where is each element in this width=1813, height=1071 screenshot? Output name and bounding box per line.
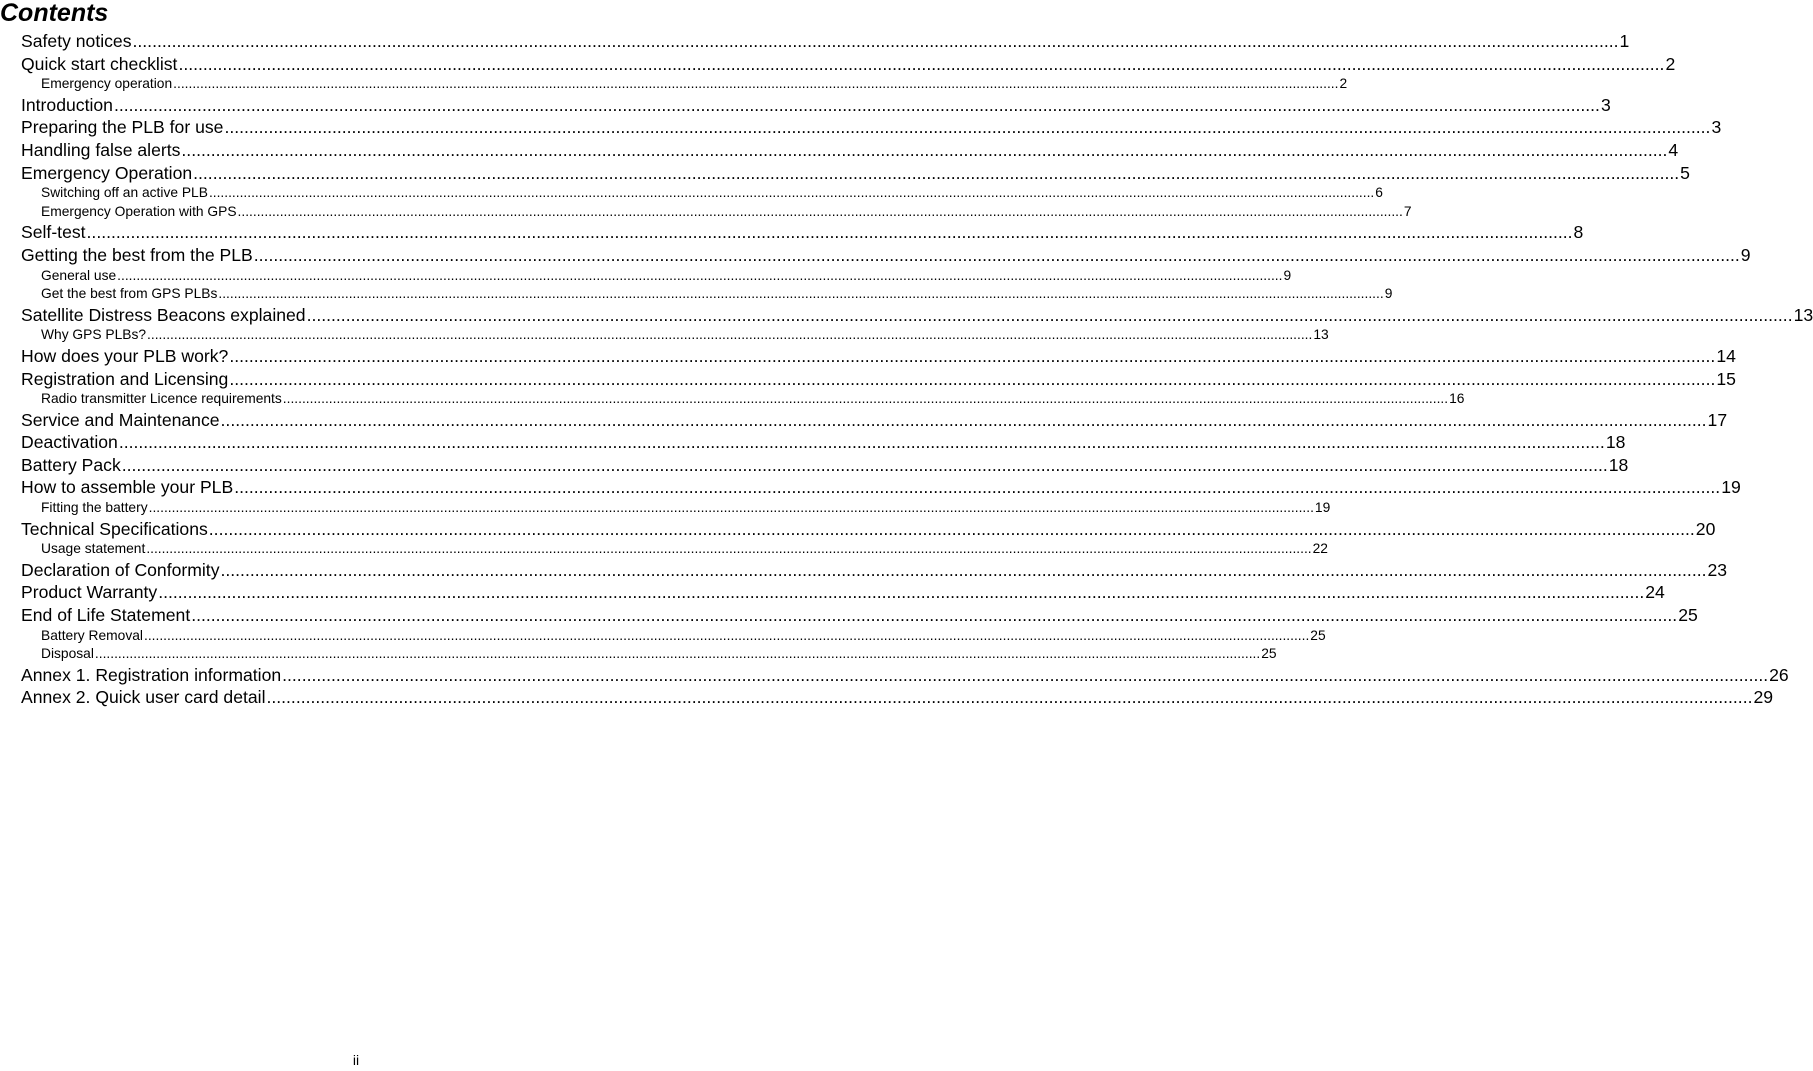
toc-page-number: 8 <box>1573 222 1584 243</box>
toc-entry[interactable] <box>21 244 1751 267</box>
toc-page-number: 15 <box>1716 368 1736 389</box>
dot-leader <box>283 390 1448 409</box>
toc-entry[interactable] <box>21 53 1676 76</box>
dot-leader <box>218 285 1383 304</box>
toc-entry[interactable] <box>21 581 1665 604</box>
dot-leader <box>181 139 1667 162</box>
dot-leader <box>147 326 1312 345</box>
toc-entry[interactable] <box>21 476 1741 499</box>
toc-entry-title: Handling false alerts <box>21 139 181 160</box>
toc-entry[interactable] <box>21 345 1736 368</box>
toc-entry-title: Quick start checklist <box>21 53 178 74</box>
toc-entry-title: Get the best from GPS PLBs <box>41 286 218 302</box>
toc-entry-title: Emergency Operation <box>21 162 193 183</box>
toc-entry[interactable] <box>21 559 1728 582</box>
toc-page-number: 22 <box>1312 541 1328 557</box>
toc-entry[interactable] <box>21 664 1789 687</box>
toc-entry-title: Introduction <box>21 94 113 115</box>
toc-entry-title: Service and Maintenance <box>21 409 220 430</box>
toc-entry-title: Preparing the PLB for use <box>21 117 224 138</box>
toc-subentry[interactable] <box>21 267 1292 286</box>
toc-page-number: 25 <box>1310 627 1326 643</box>
dot-leader <box>229 368 1715 391</box>
toc-page-number: 24 <box>1645 582 1665 603</box>
dot-leader <box>191 604 1677 627</box>
dot-leader <box>178 53 1664 76</box>
toc-entry[interactable] <box>21 686 1774 709</box>
toc-subentry[interactable] <box>21 645 1277 664</box>
toc-entry-title: Why GPS PLBs? <box>41 327 147 343</box>
toc-entry-title: Registration and Licensing <box>21 368 229 389</box>
toc-entry[interactable] <box>21 162 1690 185</box>
dot-leader <box>224 116 1710 139</box>
table-of-contents <box>21 30 1813 709</box>
dot-leader <box>209 518 1695 541</box>
toc-subentry[interactable] <box>21 540 1328 559</box>
toc-entry[interactable] <box>21 431 1626 454</box>
toc-page-number: 19 <box>1314 500 1331 516</box>
toc-entry-title: How to assemble your PLB <box>21 477 234 498</box>
toc-entry-title: Technical Specifications <box>21 518 208 539</box>
toc-entry[interactable] <box>21 139 1679 162</box>
toc-page-number: 2 <box>1665 53 1676 74</box>
toc-entry-title: Usage statement <box>41 541 146 557</box>
toc-entry-title: Product Warranty <box>21 582 158 603</box>
toc-page-number: 25 <box>1678 605 1698 626</box>
dot-leader <box>87 221 1573 244</box>
toc-page-number: 13 <box>1793 304 1813 325</box>
dot-leader <box>238 203 1403 222</box>
toc-page-number: 9 <box>1384 286 1393 302</box>
dot-leader <box>146 540 1311 559</box>
dot-leader <box>234 476 1720 499</box>
toc-page-number: 3 <box>1711 117 1722 138</box>
toc-subentry[interactable] <box>21 627 1326 646</box>
dot-leader <box>144 627 1309 646</box>
toc-entry-title: How does your PLB work? <box>21 345 229 366</box>
toc-page-number: 18 <box>1605 432 1626 453</box>
toc-entry[interactable] <box>21 604 1698 627</box>
toc-entry[interactable] <box>21 304 1813 327</box>
toc-page-number: 19 <box>1721 477 1741 498</box>
toc-page-number: 1 <box>1619 31 1630 51</box>
toc-entry[interactable] <box>21 221 1584 244</box>
dot-leader <box>221 559 1707 582</box>
toc-page-number: 29 <box>1753 687 1774 708</box>
toc-page-number: 25 <box>1261 646 1277 662</box>
dot-leader <box>133 30 1619 53</box>
dot-leader <box>95 645 1260 664</box>
dot-leader <box>119 431 1605 454</box>
toc-entry-title: Disposal <box>41 646 94 662</box>
toc-page-number: 20 <box>1695 518 1716 539</box>
toc-page-number: 18 <box>1608 454 1629 475</box>
toc-entry-title: Getting the best from the PLB <box>21 244 253 265</box>
dot-leader <box>229 345 1715 368</box>
toc-subentry[interactable] <box>21 285 1393 304</box>
toc-entry-title: Emergency Operation with GPS <box>41 203 237 219</box>
toc-page-number: 16 <box>1449 391 1465 407</box>
toc-page-number: 14 <box>1716 345 1736 366</box>
toc-subentry[interactable] <box>21 203 1412 222</box>
toc-page-number: 23 <box>1707 559 1728 580</box>
dot-leader <box>117 267 1282 286</box>
toc-page-number: 26 <box>1769 664 1789 685</box>
dot-leader <box>193 162 1679 185</box>
toc-entry[interactable] <box>21 368 1736 391</box>
toc-entry-title: End of Life Statement <box>21 605 191 626</box>
toc-entry-title: Battery Pack <box>21 454 121 475</box>
dot-leader <box>254 244 1740 267</box>
toc-entry-title: Annex 1. Registration information <box>21 664 282 685</box>
toc-entry[interactable] <box>21 518 1716 541</box>
toc-page-number: 5 <box>1680 162 1690 183</box>
toc-subentry[interactable] <box>21 184 1383 203</box>
toc-entry-title: Switching off an active PLB <box>41 185 208 201</box>
dot-leader <box>122 454 1608 477</box>
toc-entry[interactable] <box>21 30 1630 53</box>
toc-entry[interactable] <box>21 116 1722 139</box>
toc-page-number: 4 <box>1668 139 1679 160</box>
toc-entry-title: Satellite Distress Beacons explained <box>21 304 306 325</box>
toc-entry-title: Safety notices <box>21 31 132 51</box>
toc-page-number: 2 <box>1339 76 1348 92</box>
dot-leader <box>173 75 1338 94</box>
toc-entry-title: Fitting the battery <box>41 500 148 516</box>
toc-entry[interactable] <box>21 94 1611 117</box>
toc-entry-title: Annex 2. Quick user card detail <box>21 687 266 708</box>
toc-subentry[interactable] <box>21 326 1329 345</box>
dot-leader <box>221 409 1707 432</box>
toc-subentry[interactable] <box>21 499 1331 518</box>
toc-entry[interactable] <box>21 409 1728 432</box>
toc-entry-title: General use <box>41 267 117 283</box>
toc-page-number: 9 <box>1740 244 1751 265</box>
toc-page-number: 6 <box>1375 185 1383 201</box>
dot-leader <box>209 184 1374 203</box>
dot-leader <box>282 664 1768 687</box>
dot-leader <box>158 581 1644 604</box>
toc-subentry[interactable] <box>21 75 1348 94</box>
toc-entry-title: Declaration of Conformity <box>21 559 220 580</box>
toc-entry-title: Self-test <box>21 222 86 243</box>
toc-entry-title: Deactivation <box>21 432 118 453</box>
toc-entry[interactable] <box>21 454 1629 477</box>
dot-leader <box>266 686 1752 709</box>
toc-entry-title: Emergency operation <box>41 76 173 92</box>
toc-page-number: 3 <box>1600 94 1611 115</box>
dot-leader <box>307 304 1793 327</box>
toc-page-number: 9 <box>1283 267 1292 283</box>
page-number: ii <box>352 1052 360 1068</box>
toc-entry-title: Battery Removal <box>41 627 143 643</box>
dot-leader <box>114 94 1600 117</box>
toc-subentry[interactable] <box>21 390 1465 409</box>
dot-leader <box>149 499 1314 518</box>
page-title: Contents <box>0 0 109 27</box>
toc-page-number: 13 <box>1313 327 1329 343</box>
toc-page-number: 17 <box>1707 409 1728 430</box>
toc-page-number: 7 <box>1403 203 1412 219</box>
toc-entry-title: Radio transmitter Licence requirements <box>41 391 282 407</box>
